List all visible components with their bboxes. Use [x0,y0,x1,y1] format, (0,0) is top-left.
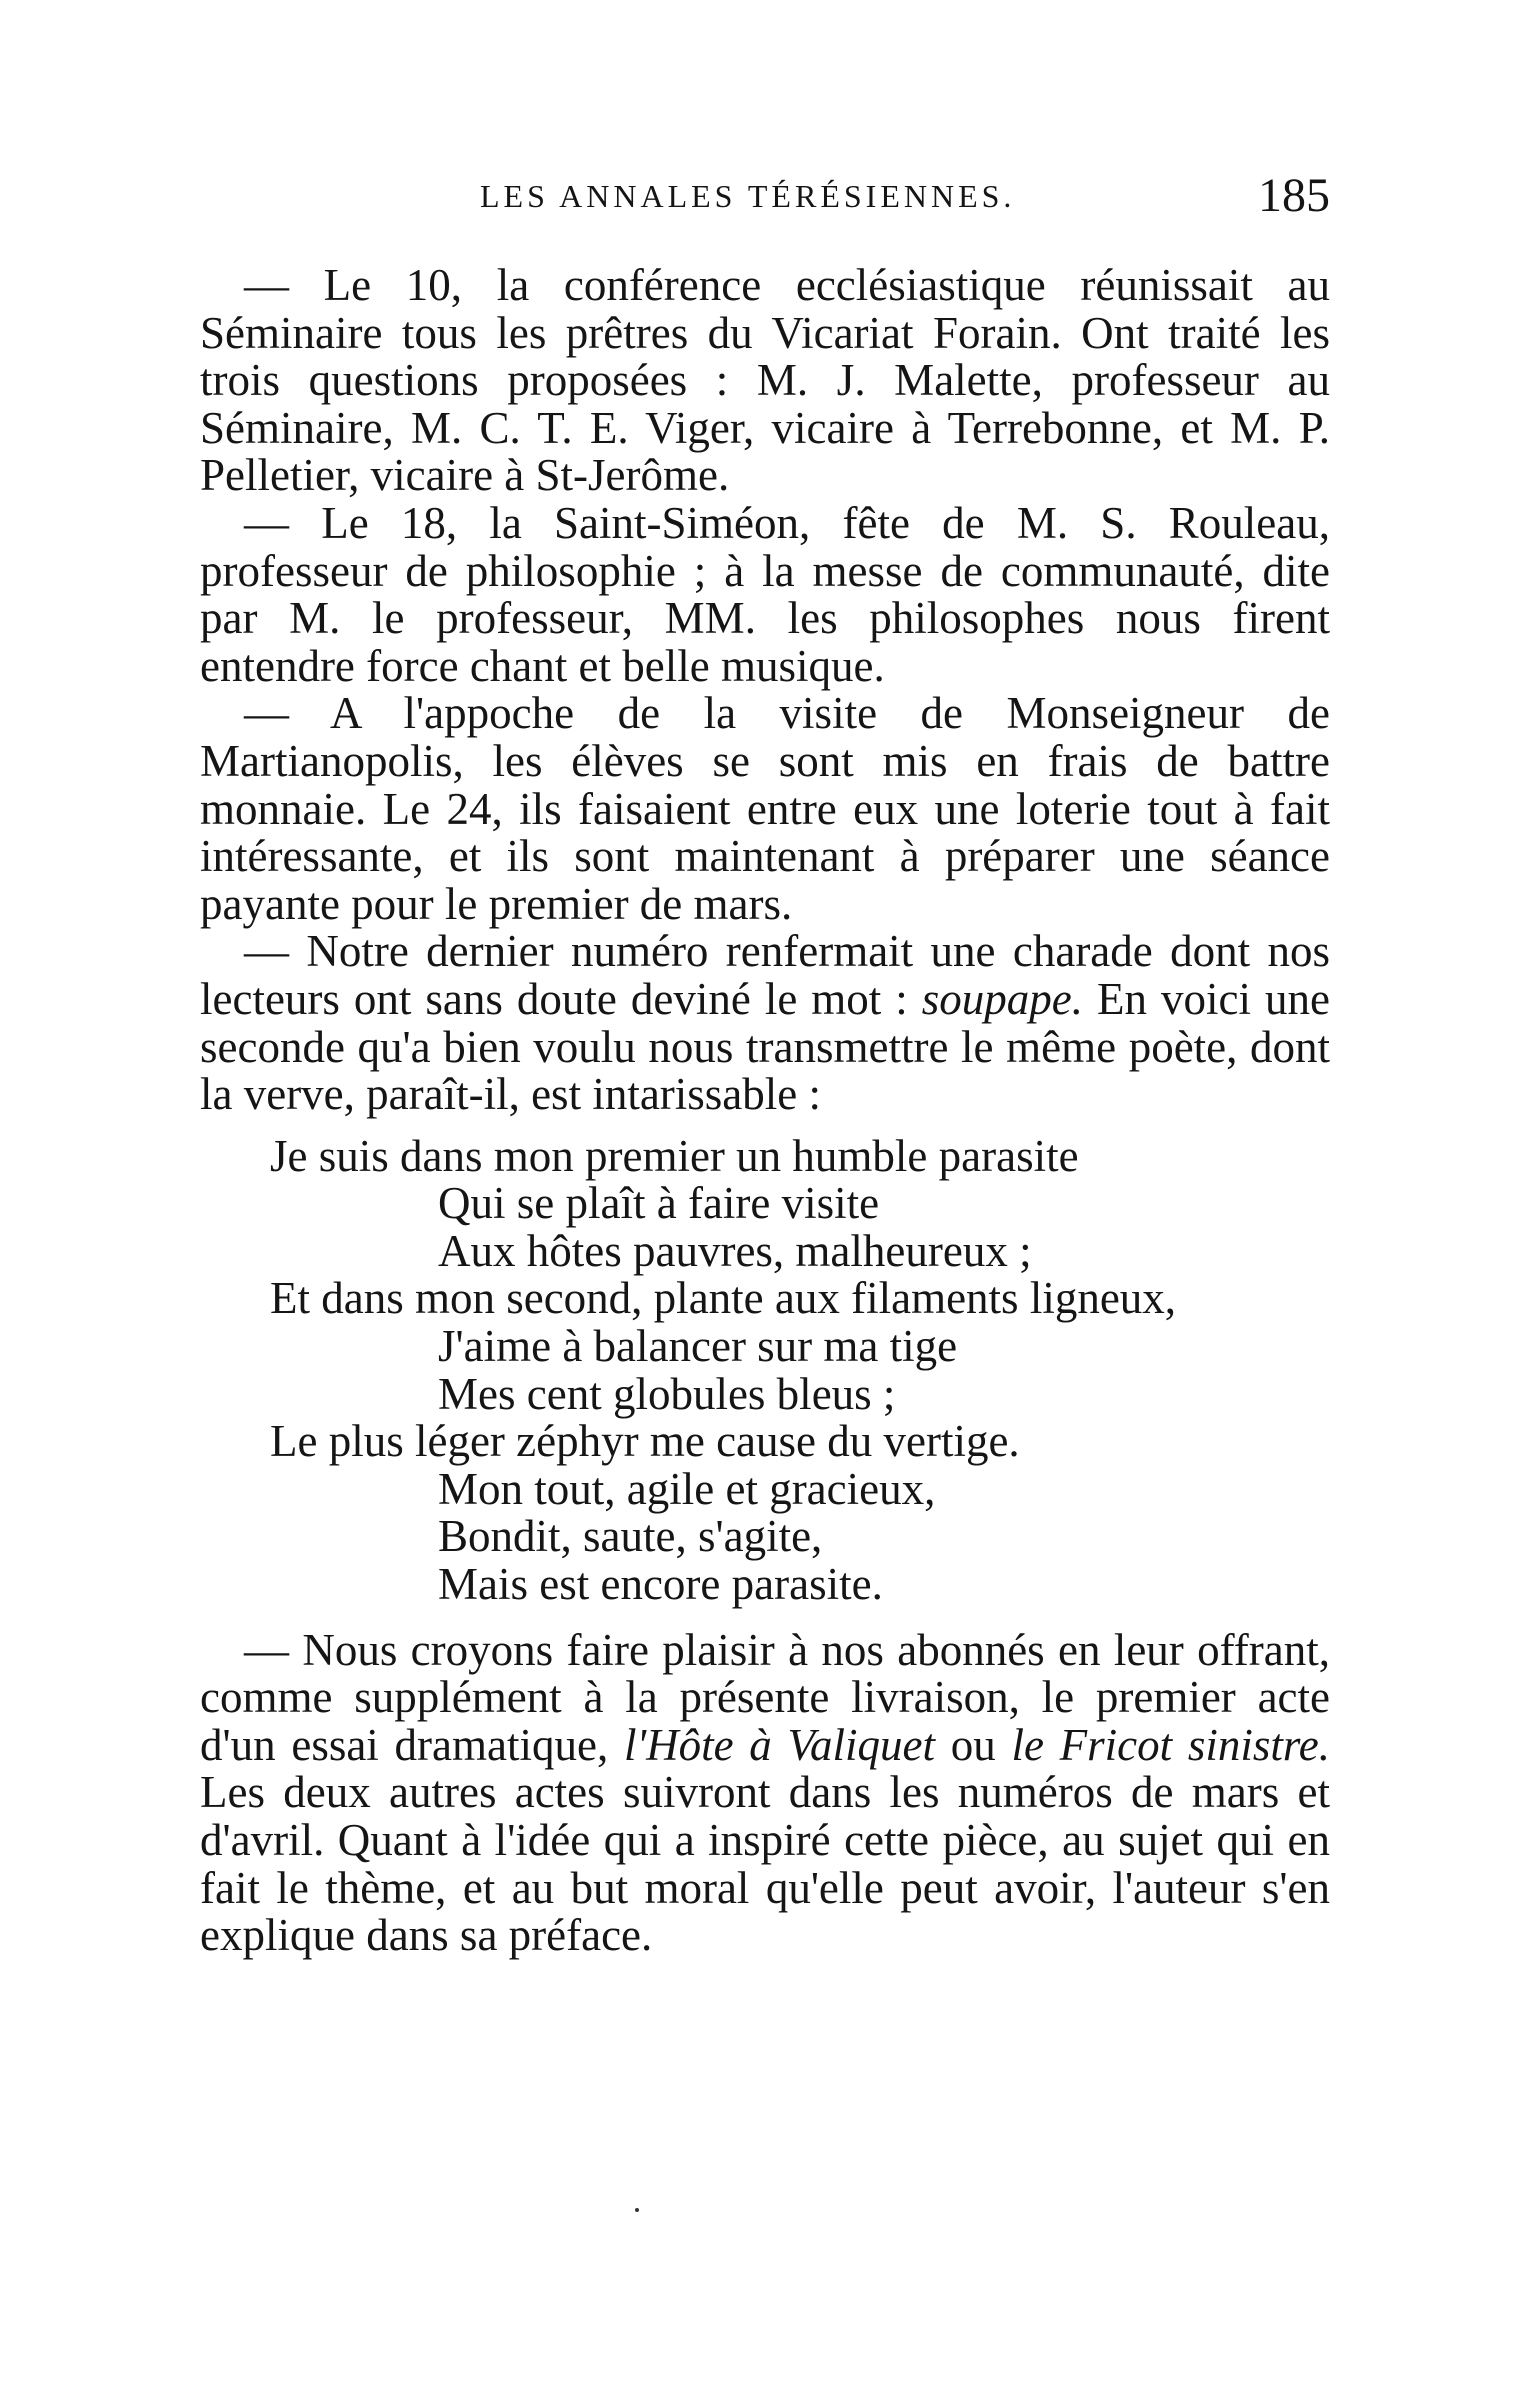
poem-line: Et dans mon second, plante aux filaments ligneux, [270,1273,1177,1324]
poem-line: Le plus léger zéphyr me cause du vertige. [270,1416,1020,1467]
supplement-text-after: Les deux autres actes suivront dans les numéros de mars et d'avril. Quant à l'idée qui a inspiré cette pièce, au sujet qui en fait le thème, et au but moral qu'elle peut avoir, l'auteur s'en explique dans sa préface. [200,1767,1330,1961]
page-header [200,168,1330,228]
paragraph-conference: — Le 10, la conférence ecclésiastique réunissait au Séminaire tous les prêtres du Vicariat Forain. Ont traité les trois questions proposées : M. J. Malette, professeur au Séminaire, M. C. T. E. Viger, vicaire à Terrebonne, et M. P. Pelletier, vicaire à St-Jerôme. [200,260,1330,501]
poem-line: Je suis dans mon premier un humble parasite [270,1130,1079,1181]
poem-line: Mon tout, agile et gracieux, [438,1463,936,1514]
charade-text-after: En voici une seconde qu'a bien voulu nous transmettre le même poète, dont la verve, paraît-il, est intarissable : [200,973,1330,1120]
supplement-text-middle: ou [935,1719,1012,1770]
running-title: LES ANNALES TÉRÉSIENNES. [480,178,1016,214]
body-text [200,262,1330,1960]
paragraph-loterie: — A l'appoche de la visite de Monseigneur de Martianopolis, les élèves se sont mis en frais de battre monnaie. Le 24, ils faisaient entre eux une loterie tout à fait intéressante, et ils sont maintenant à préparer une séance payante pour le premier de mars. [200,688,1330,929]
poem-line: Aux hôtes pauvres, malheureux ; [438,1225,1032,1276]
ink-speck [635,2208,639,2212]
charade-poem [200,1130,1330,1610]
supplement-text-before: — Nous croyons faire plaisir à nos abonnés en leur offrant, comme supplément à la présente livraison, le premier acte d'un essai dramatique, [200,1624,1330,1770]
charade-answer: soupape. [921,973,1084,1024]
poem-line: Qui se plaît à faire visite [438,1178,880,1229]
poem-line: J'aime à balancer sur ma tige [438,1321,958,1372]
paragraph-saint-simeon: — Le 18, la Saint-Siméon, fête de M. S. Rouleau, professeur de philosophie ; à la messe de communauté, dite par M. le professeur, MM. les philosophes nous firent entendre force chant et belle musique. [200,497,1330,691]
poem-line: Mes cent globules bleus ; [438,1368,896,1419]
play-subtitle: le Fricot sinistre. [1011,1719,1330,1770]
poem-line: Bondit, saute, s'agite, [438,1511,823,1562]
play-title: l'Hôte à Valiquet [623,1719,935,1770]
page-number: 185 [1258,169,1330,222]
paragraph-supplement [200,1624,1330,1961]
paragraph-charade [200,928,1330,1118]
charade-text-before: — Notre dernier numéro renfermait une charade dont nos lecteurs ont sans doute deviné le mot : [200,926,1330,1024]
poem-line: Mais est encore parasite. [438,1559,883,1610]
